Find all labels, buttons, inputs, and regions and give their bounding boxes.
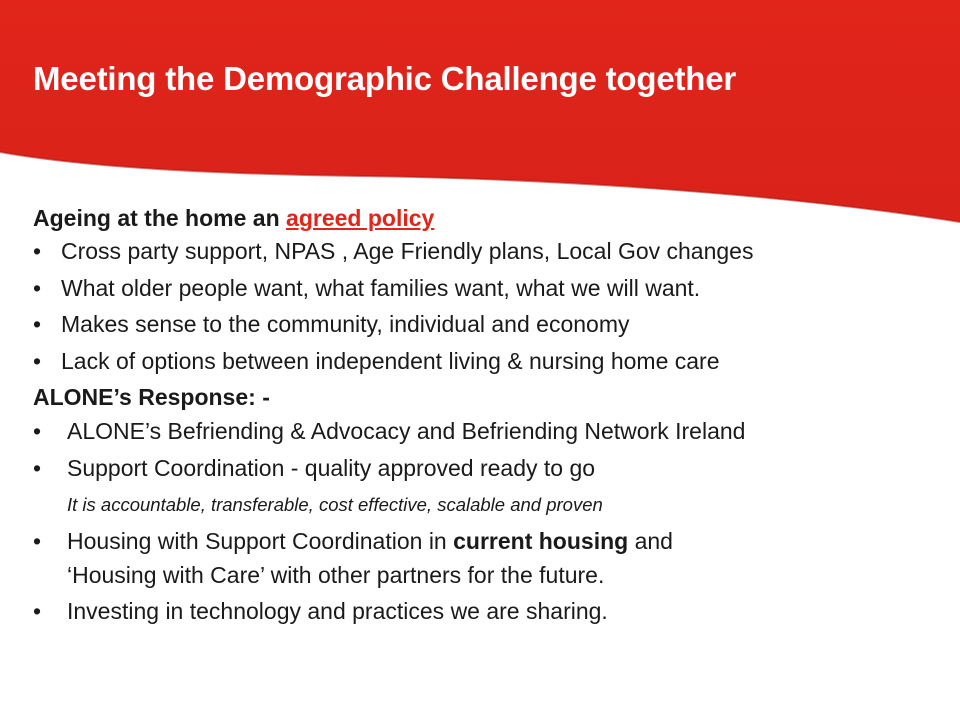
bullet-text: ALONE’s Befriending & Advocacy and Befriending Network Ireland [67, 418, 746, 444]
bullet-text: Makes sense to the community, individual and economy [61, 311, 630, 337]
slide-body [33, 203, 943, 633]
bullet-text-bold: current housing [453, 528, 629, 554]
bullet-text: Support Coordination - quality approved ready to go [67, 455, 596, 481]
bullet-text-line1 [67, 524, 943, 558]
bullet-text-suffix: and [628, 528, 673, 554]
list-item [33, 236, 943, 273]
bullet-icon: • [33, 528, 42, 554]
list-item [33, 524, 943, 592]
list-item [33, 453, 943, 490]
slide-title: Meeting the Demographic Challenge together [33, 60, 737, 97]
bullet-text-line2: ‘Housing with Care’ with other partners for the future. [67, 562, 605, 588]
bullet-icon: • [33, 455, 42, 481]
title-banner [0, 0, 960, 225]
bullet-text: What older people want, what families want, what we will want. [61, 274, 701, 301]
bullet-icon: • [33, 418, 42, 444]
bullet-icon: • [33, 311, 42, 337]
bullet-text: Lack of options between independent living & nursing home care [61, 347, 720, 374]
bullet-text-prefix: Housing with Support Coordination in [67, 528, 454, 554]
response-bullet-list [33, 416, 943, 490]
bullet-icon: • [33, 598, 42, 624]
bullet-icon: • [33, 274, 42, 301]
response-bullet-list-2 [33, 524, 943, 633]
bullet-text: Investing in technology and practices we are sharing. [67, 598, 608, 624]
list-item [33, 596, 943, 633]
list-item [33, 309, 943, 346]
heading-prefix: Ageing at the home an [33, 205, 287, 231]
list-item [33, 273, 943, 310]
bullet-icon: • [33, 238, 42, 264]
section-heading-policy [33, 203, 943, 236]
policy-bullet-list [33, 236, 943, 382]
agreed-policy-link[interactable]: agreed policy [286, 205, 435, 231]
list-item [33, 416, 943, 453]
support-note: It is accountable, transferable, cost effective, scalable and proven [67, 494, 603, 515]
list-item [33, 346, 943, 383]
section-heading-response: ALONE’s Response: - [33, 384, 270, 410]
bullet-icon: • [33, 347, 42, 374]
bullet-text: Cross party support, NPAS , Age Friendly plans, Local Gov changes [61, 238, 754, 264]
